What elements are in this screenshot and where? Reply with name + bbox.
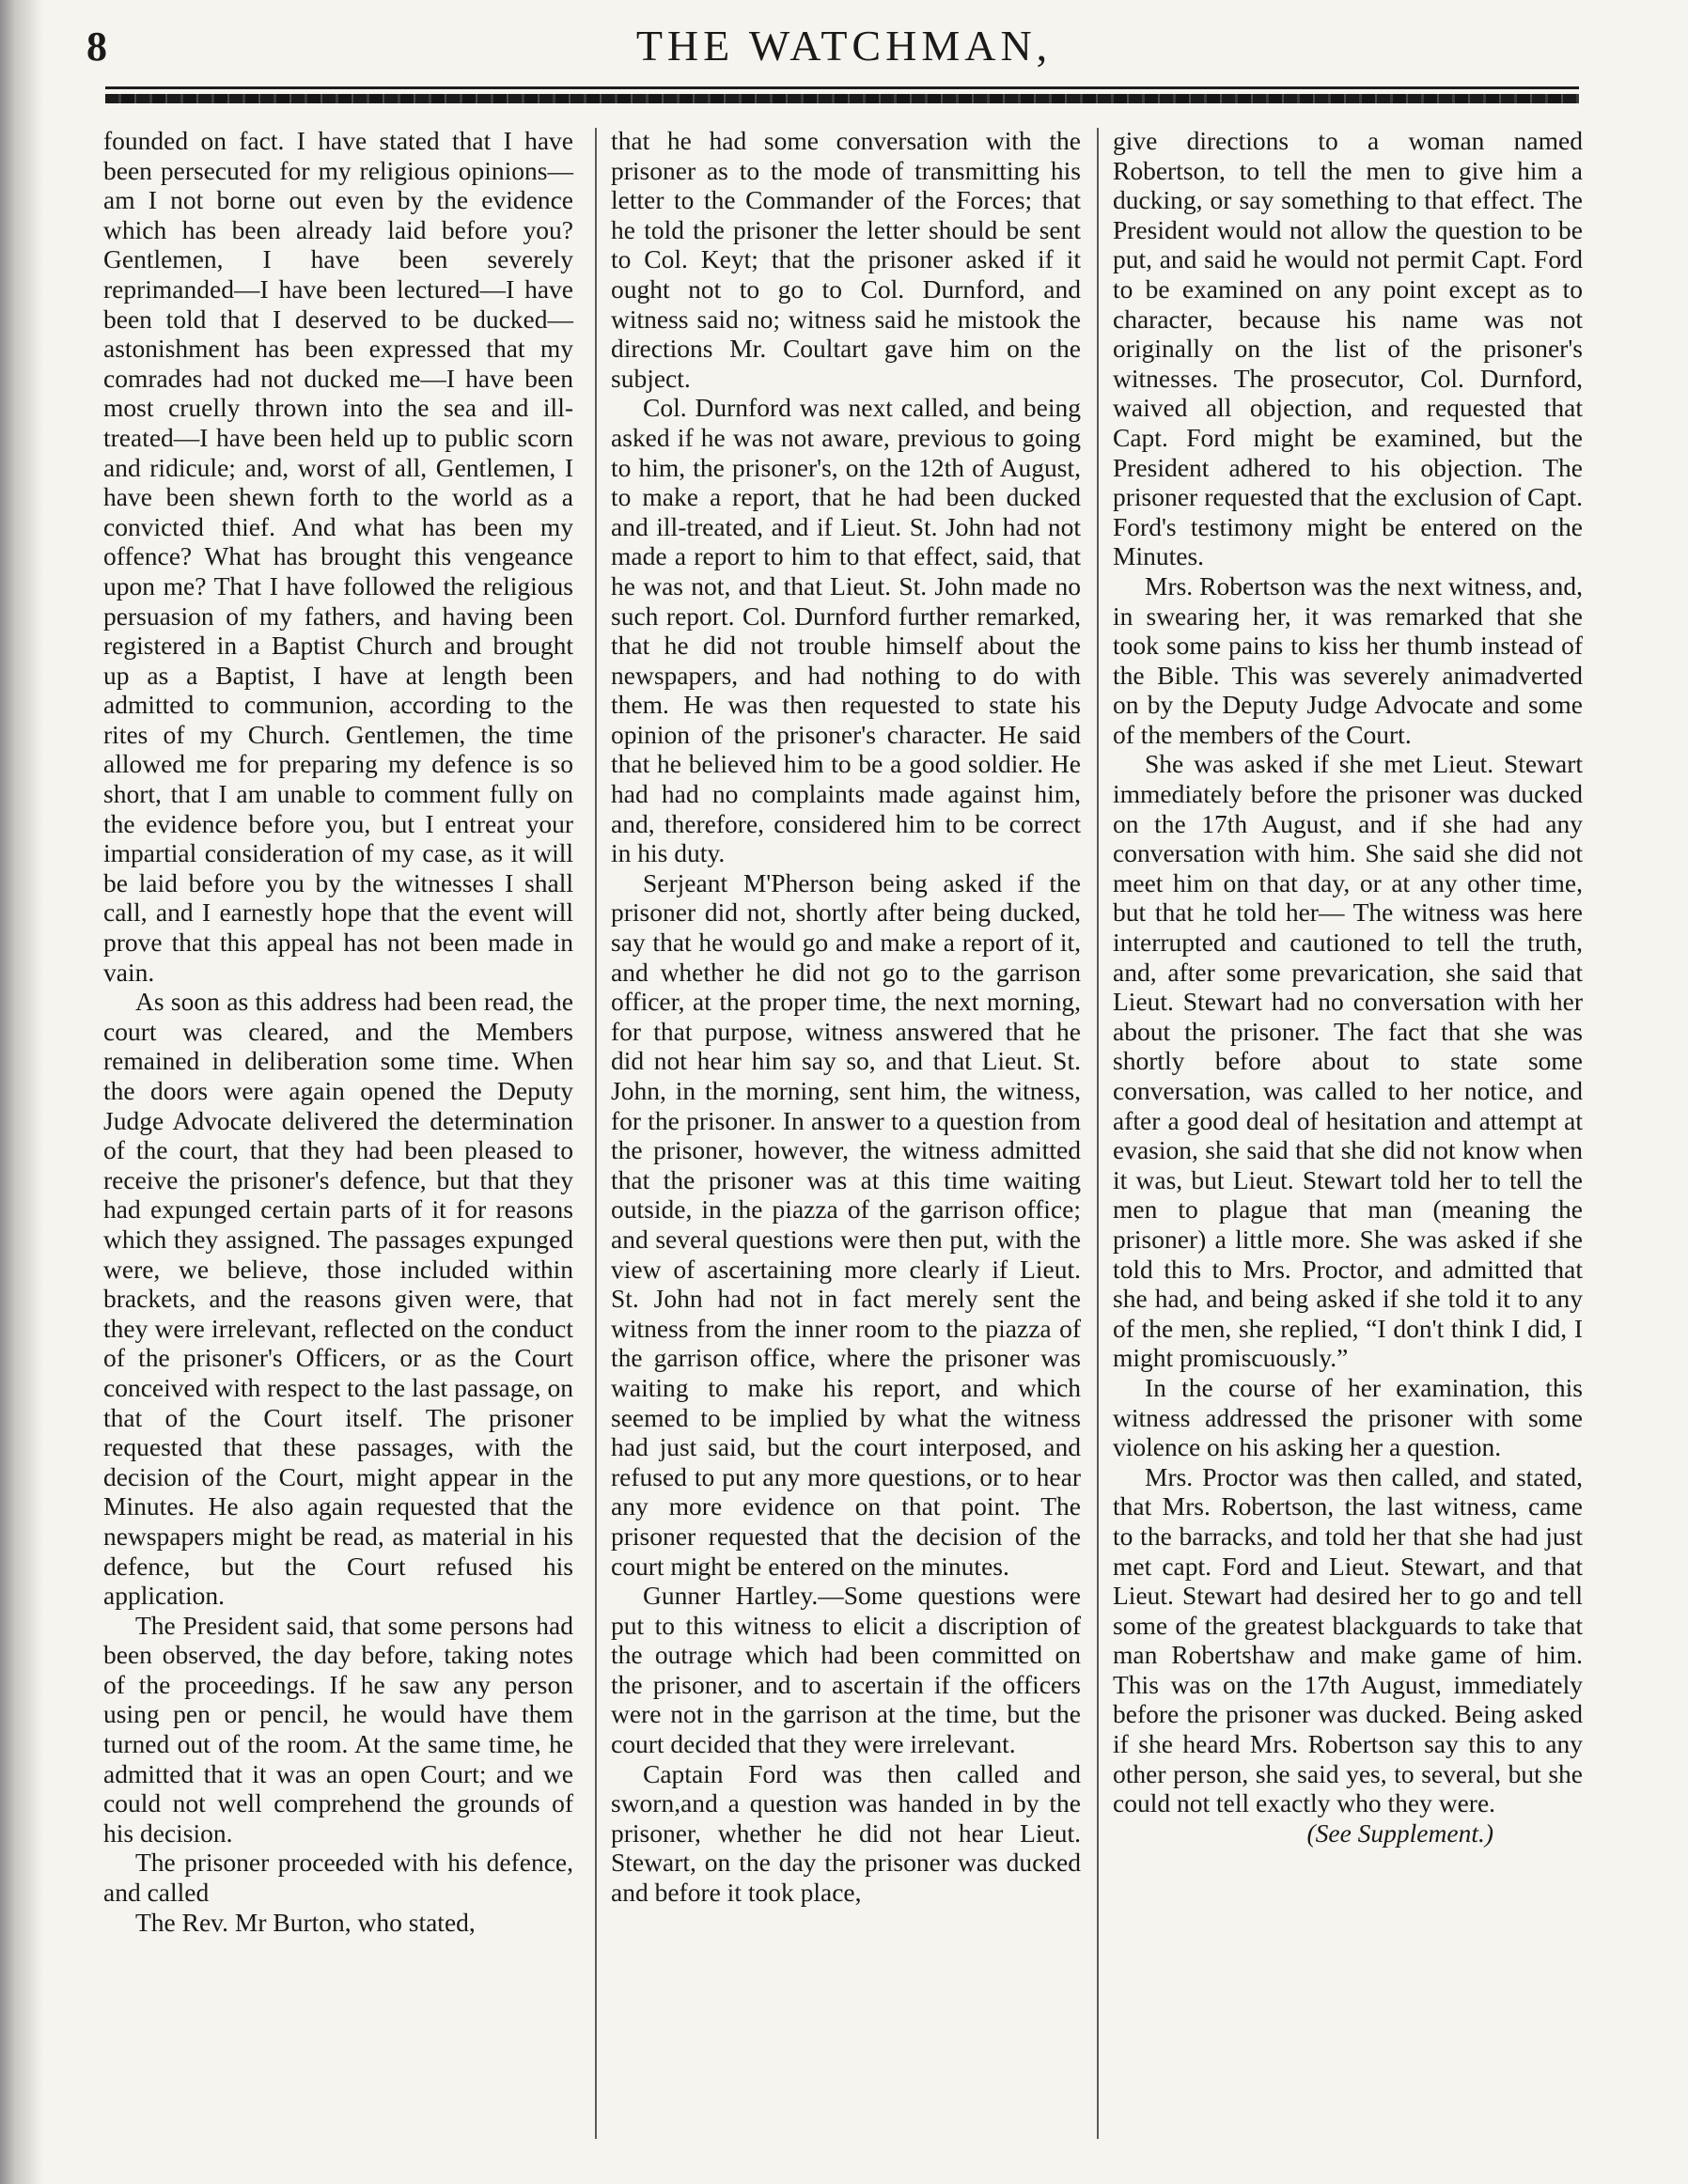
page-number: 8: [86, 23, 107, 70]
column-divider: [595, 128, 597, 2139]
paragraph: The prisoner proceeded with his defence, and called: [103, 1848, 573, 1908]
paragraph: that he had some conversation with the prisoner as to the mode of transmitting his letter to the Commander of the Forces; that he told the prisoner the letter should be sent to Col. Keyt; that the prisoner asked if it ought not to go to Col. Durnford, and witness said no; witness said he mistook the directions Mr. Coultart gave him on the subject.: [611, 126, 1081, 393]
paragraph: Mrs. Robertson was the next witness, and, in swearing her, it was remarked that she took some pains to kiss her thumb instead of the Bible. This was severely animadverted on by the Deputy Judge Advocate and some of the members of the Court.: [1113, 570, 1583, 749]
article-column-3: [1113, 126, 1583, 1848]
paragraph: give directions to a woman named Robertson, to tell the men to give him a ducking, or say something to that effect. The President would not allow the question to be put, and said he would not permit Capt. Ford to be examined on any point except as to character, because his name was not originally on the list of the prisoner's witnesses. The prosecutor, Col. Durnford, waived all objection, and requested that Capt. Ford might be examined, but the President adhered to his objection. The prisoner requested that the exclusion of Capt. Ford's testimony might be entered on the Minutes.: [1113, 126, 1583, 571]
column-divider: [1097, 128, 1099, 2139]
paragraph: Col. Durnford was next called, and being asked if he was not aware, previous to going to him, the prisoner's, on the 12th of August, to make a report, that he had been ducked and ill-treated, and if Lieut. St. John had not made a report to him to that effect, said, that he was not, and that Lieut. St. John made no such report. Col. Durnford further remarked, that he did not trouble himself about the newspapers, and had nothing to do with them. He was then requested to state his opinion of the prisoner's character. He said that he believed him to be a good soldier. He had had no complaints made against him, and, therefore, considered him to be correct in his duty.: [611, 393, 1081, 868]
paragraph: founded on fact. I have stated that I have been persecuted for my religious opinions—am I not borne out even by the evidence which has been already laid before you? Gentlemen, I have been severely reprimanded—I have been lectured—I have been told that I deserved to be ducked—astonishment has been expressed that my comrades had not ducked me—I have been most cruelly thrown into the sea and ill-treated—I have been held up to public scorn and ridicule; and, worst of all, Gentlemen, I have been shewn forth to the world as a convicted thief. And what has been my offence? What has brought this vengeance upon me? That I have followed the religious persuasion of my fathers, and having been registered in a Baptist Church and brought up as a Baptist, I have at length been admitted to communion, according to the rites of my Church. Gentlemen, the time allowed me for preparing my defence is so short, that I am unable to comment fully on the evidence before you, but I entreat your impartial consideration of my case, as it will be laid before you by the witnesses I shall call, and I earnestly hope that the event will prove that this appeal has not been made in vain.: [103, 126, 573, 987]
paragraph: Serjeant M'Pherson being asked if the prisoner did not, shortly after being ducked, say that he would go and make a report of it, and whether he did not go to the garrison officer, at the proper time, the next morning, for that purpose, witness answered that he did not hear him say so, and that Lieut. St. John, in the morning, sent him, the witness, for the prisoner. In answer to a question from the prisoner, however, the witness admitted that the prisoner was at this time waiting outside, in the piazza of the garrison office; and several questions were then put, with the view of ascertaining more clearly if Lieut. St. John had not in fact merely sent the witness from the inner room to the piazza of the garrison office, where the prisoner was waiting to make his report, and which seemed to be implied by what the witness had just said, but the court interposed, and refused to put any more questions, or to hear any more evidence on that point. The prisoner requested that the decision of the court might be entered on the minutes.: [611, 867, 1081, 1581]
paragraph: Mrs. Proctor was then called, and stated, that Mrs. Robertson, the last witness, came to the barracks, and told her that she had just met capt. Ford and Lieut. Stewart, and that Lieut. Stewart had desired her to go and tell some of the greatest blackguards to take that man Robertshaw and make game of him. This was on the 17th August, immediately before the prisoner was ducked. Being asked if she heard Mrs. Robertson say this to any other person, she said yes, to several, but she could not tell exactly who they were.: [1113, 1461, 1583, 1818]
header-rule-thin: [105, 86, 1579, 89]
page-edge-shadow: [0, 0, 43, 2184]
paragraph: The Rev. Mr Burton, who stated,: [135, 1907, 476, 1937]
article-column-1: [103, 126, 573, 1937]
masthead-title: THE WATCHMAN,: [635, 22, 1053, 70]
paragraph: As soon as this address had been read, the court was cleared, and the Members remained in deliberation some time. When the doors were again opened the Deputy Judge Advocate delivered the determination of the court, that they had been pleased to receive the prisoner's defence, but that they had expunged certain parts of it for reasons which they assigned. The passages expunged were, we believe, those included within brackets, and the reasons given were, that they were irrelevant, reflected on the conduct of the prisoner's Officers, or as the Court conceived with respect to the last passage, on that of the Court itself. The prisoner requested that these passages, with the decision of the Court, might appear in the Minutes. He also again requested that the newspapers might be read, as material in his defence, but the Court refused his application.: [103, 987, 573, 1611]
paragraph: Captain Ford was then called and sworn,and a question was handed in by the prisoner, whether he did not hear Lieut. Stewart, on the day the prisoner was ducked and before it took place,: [611, 1758, 1081, 1908]
paragraph: She was asked if she met Lieut. Stewart immediately before the prisoner was ducked on the 17th August, and if she had any conversation with him. She said she did not meet him on that day, or at any other time, but that he told her— The witness was here interrupted and cautioned to tell the truth, and, after some prevarication, she said that Lieut. Stewart had no conversation with her about the prisoner. The fact that she was shortly before about to state some conversation, was called to her notice, and after a good deal of hesitation and attempt at evasion, she said that she did not know when it was, but Lieut. Stewart told her to tell the men to plague that man (meaning the prisoner) a little more. She was asked if she told this to Mrs. Proctor, and admitted that she had, and being asked if she told it to any of the men, she replied, “I don't think I did, I might promiscuously.”: [1113, 749, 1583, 1373]
article-column-2: [611, 126, 1081, 1908]
paragraph: Gunner Hartley.—Some questions were put to this witness to elicit a discription of the outrage which had been committed on the prisoner, and to ascertain if the officers were not in the garrison at the time, but the court decided that they were irrelevant.: [611, 1581, 1081, 1759]
header-rule-ornamental: [105, 94, 1579, 103]
supplement-note: (See Supplement.): [1306, 1817, 1493, 1848]
paragraph: The President said, that some persons had been observed, the day before, taking notes of the proceedings. If he saw any person using pen or pencil, he would have them turned out of the room. At the same time, he admitted that it was an open Court; and we could not well comprehend the grounds of his decision.: [103, 1610, 573, 1848]
paragraph: In the course of her examination, this witness addressed the prisoner with some violence on his asking her a question.: [1113, 1372, 1583, 1462]
